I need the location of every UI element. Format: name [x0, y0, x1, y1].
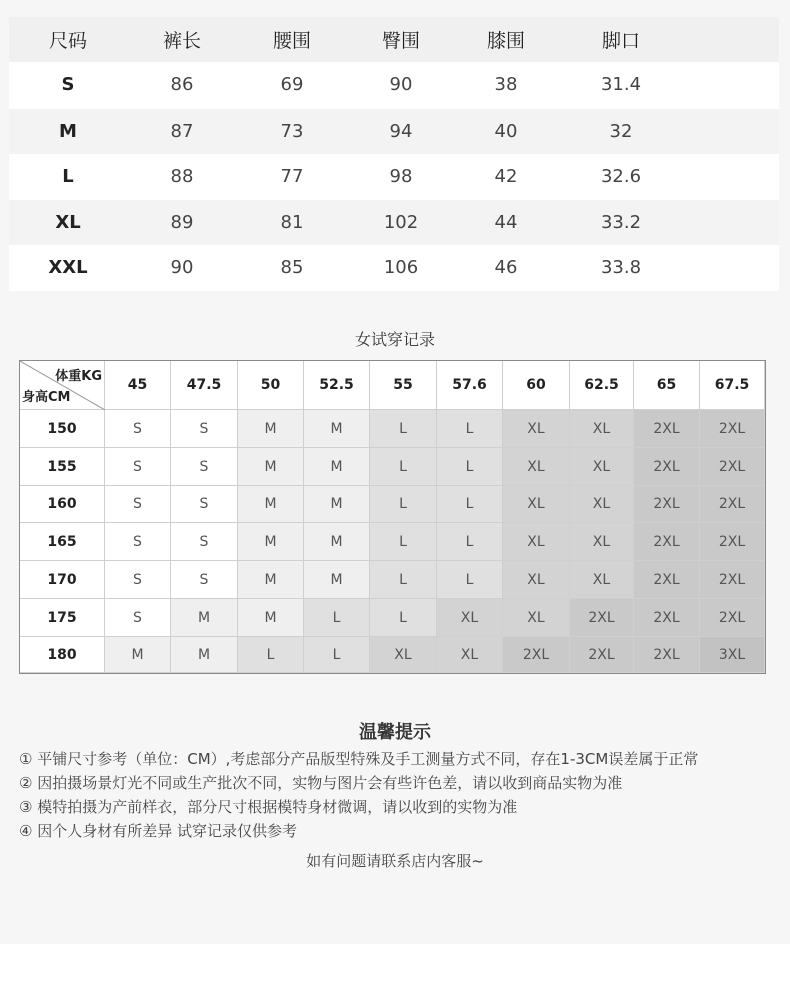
- height-header-cell: 155: [20, 448, 105, 486]
- fit-size-cell: 2XL: [700, 410, 765, 448]
- size-value-cell: 31.4: [600, 74, 642, 95]
- size-label-cell: S: [61, 74, 75, 95]
- size-value-cell: 89: [170, 212, 194, 233]
- size-label-cell: XL: [55, 212, 81, 233]
- size-value-cell: 42: [494, 166, 518, 187]
- fit-size-cell: XL: [503, 523, 570, 561]
- size-value-cell: 102: [383, 212, 419, 233]
- weight-header-cell: 62.5: [570, 361, 634, 410]
- fit-size-cell: XL: [370, 637, 437, 673]
- size-value-cell: 85: [280, 257, 304, 278]
- tip-item: ③ 模特拍摄为产前样衣，部分尺寸根据模特身材微调，请以收到的实物为准: [19, 798, 518, 816]
- fit-size-cell: S: [105, 486, 171, 523]
- tip-item: ① 平铺尺寸参考（单位：CM）,考虑部分产品版型特殊及手工测量方式不同，存在1-3CM误差属于正常: [19, 750, 699, 768]
- contact-note: 如有问题请联系店内客服~: [306, 852, 484, 870]
- fit-size-cell: M: [238, 448, 304, 486]
- fit-size-cell: XL: [570, 448, 634, 486]
- fit-size-cell: L: [437, 486, 503, 523]
- height-header-cell: 150: [20, 410, 105, 448]
- fit-size-cell: 2XL: [700, 599, 765, 637]
- fit-size-cell: 2XL: [634, 637, 700, 673]
- fit-size-cell: 3XL: [700, 637, 765, 673]
- fit-size-cell: XL: [503, 448, 570, 486]
- size-value-cell: 88: [170, 166, 194, 187]
- fit-size-cell: 2XL: [634, 599, 700, 637]
- fit-record-title: 女试穿记录: [354, 330, 435, 349]
- size-table-row: [9, 200, 779, 245]
- size-value-cell: 77: [280, 166, 304, 187]
- weight-header-cell: 52.5: [304, 361, 370, 410]
- fit-size-cell: L: [370, 599, 437, 637]
- fit-size-cell: L: [370, 410, 437, 448]
- size-value-cell: 81: [280, 212, 304, 233]
- size-table-header-cell: 脚口: [601, 30, 640, 52]
- size-value-cell: 32: [609, 121, 633, 142]
- fit-size-cell: 2XL: [700, 523, 765, 561]
- fit-size-cell: 2XL: [700, 561, 765, 599]
- size-value-cell: 32.6: [600, 166, 642, 187]
- fit-size-cell: M: [304, 561, 370, 599]
- size-table-header-cell: 腰围: [272, 30, 311, 52]
- height-header-cell: 170: [20, 561, 105, 599]
- weight-header-cell: 55: [370, 361, 437, 410]
- fit-size-cell: S: [105, 523, 171, 561]
- fit-size-cell: L: [437, 410, 503, 448]
- weight-header-cell: 65: [634, 361, 700, 410]
- size-table-row: [9, 109, 779, 154]
- fit-size-cell: M: [171, 637, 238, 673]
- tip-item: ④ 因个人身材有所差异 试穿记录仅供参考: [19, 822, 297, 840]
- fit-size-cell: S: [105, 599, 171, 637]
- fit-size-cell: XL: [437, 637, 503, 673]
- height-header-cell: 175: [20, 599, 105, 637]
- weight-header-cell: 67.5: [700, 361, 765, 410]
- fit-size-cell: 2XL: [634, 410, 700, 448]
- size-value-cell: 46: [494, 257, 518, 278]
- size-chart-table: [9, 17, 779, 291]
- fit-size-cell: 2XL: [634, 523, 700, 561]
- size-value-cell: 98: [389, 166, 413, 187]
- size-value-cell: 90: [389, 74, 413, 95]
- fit-size-cell: M: [238, 599, 304, 637]
- fit-size-cell: XL: [570, 561, 634, 599]
- size-table-header-cell: 裤长: [162, 30, 201, 52]
- weight-header-cell: 60: [503, 361, 570, 410]
- weight-header-cell: 50: [238, 361, 304, 410]
- fit-size-cell: L: [437, 523, 503, 561]
- fit-size-cell: L: [370, 561, 437, 599]
- size-label-cell: L: [62, 166, 74, 187]
- size-label-cell: XXL: [48, 257, 88, 278]
- fit-size-cell: 2XL: [570, 599, 634, 637]
- size-value-cell: 73: [280, 121, 304, 142]
- fit-size-cell: XL: [503, 599, 570, 637]
- fit-size-cell: L: [370, 448, 437, 486]
- fit-size-cell: 2XL: [570, 637, 634, 673]
- fit-size-cell: M: [171, 599, 238, 637]
- weight-header-cell: 47.5: [171, 361, 238, 410]
- weight-axis-label: 体重KG: [55, 369, 102, 384]
- grid-corner-header: [20, 361, 105, 410]
- size-value-cell: 106: [383, 257, 419, 278]
- weight-header-cell: 45: [105, 361, 171, 410]
- fit-size-cell: L: [304, 637, 370, 673]
- size-value-cell: 33.2: [600, 212, 642, 233]
- fit-size-cell: 2XL: [700, 486, 765, 523]
- fit-size-cell: M: [105, 637, 171, 673]
- size-value-cell: 90: [170, 257, 194, 278]
- size-table-row: [9, 62, 779, 107]
- fit-size-cell: M: [304, 448, 370, 486]
- size-table-header-cell: 尺码: [48, 30, 87, 52]
- size-value-cell: 86: [170, 74, 194, 95]
- fit-size-cell: XL: [503, 410, 570, 448]
- fit-size-cell: 2XL: [503, 637, 570, 673]
- size-table-header-cell: 臀围: [381, 30, 420, 52]
- fit-size-cell: M: [304, 486, 370, 523]
- fit-size-cell: XL: [570, 486, 634, 523]
- fit-size-cell: M: [238, 561, 304, 599]
- fit-size-cell: S: [171, 410, 238, 448]
- fit-size-cell: S: [171, 486, 238, 523]
- size-value-cell: 69: [280, 74, 304, 95]
- size-value-cell: 40: [494, 121, 518, 142]
- fit-size-cell: M: [238, 486, 304, 523]
- fit-size-cell: S: [171, 523, 238, 561]
- fit-size-cell: L: [238, 637, 304, 673]
- fit-size-cell: XL: [570, 523, 634, 561]
- fit-size-cell: S: [105, 561, 171, 599]
- size-table-header-cell: 膝围: [486, 30, 525, 52]
- height-header-cell: 180: [20, 637, 105, 673]
- size-value-cell: 94: [389, 121, 413, 142]
- size-value-cell: 44: [494, 212, 518, 233]
- fit-size-cell: L: [437, 561, 503, 599]
- size-value-cell: 33.8: [600, 257, 642, 278]
- height-header-cell: 165: [20, 523, 105, 561]
- size-value-cell: 87: [170, 121, 194, 142]
- fit-size-cell: S: [171, 448, 238, 486]
- size-table-row: [9, 245, 779, 290]
- fit-size-cell: M: [238, 523, 304, 561]
- tip-item: ② 因拍摄场景灯光不同或生产批次不同，实物与图片会有些许色差，请以收到商品实物为准: [19, 774, 623, 792]
- fit-size-cell: S: [171, 561, 238, 599]
- fit-size-cell: 2XL: [700, 448, 765, 486]
- fit-size-cell: XL: [437, 599, 503, 637]
- fit-size-cell: M: [304, 410, 370, 448]
- size-table-header-row: [9, 17, 779, 62]
- height-header-cell: 160: [20, 486, 105, 523]
- fit-size-cell: L: [370, 486, 437, 523]
- fit-size-cell: S: [105, 448, 171, 486]
- size-label-cell: M: [59, 121, 77, 142]
- fit-record-grid: [19, 360, 766, 674]
- fit-size-cell: S: [105, 410, 171, 448]
- fit-size-cell: XL: [503, 486, 570, 523]
- height-axis-label: 身高CM: [22, 390, 71, 405]
- fit-size-cell: L: [370, 523, 437, 561]
- fit-size-cell: L: [437, 448, 503, 486]
- fit-size-cell: 2XL: [634, 448, 700, 486]
- weight-header-cell: 57.6: [437, 361, 503, 410]
- fit-size-cell: M: [304, 523, 370, 561]
- fit-size-cell: XL: [570, 410, 634, 448]
- fit-size-cell: XL: [503, 561, 570, 599]
- size-value-cell: 38: [494, 74, 518, 95]
- tips-title: 温馨提示: [359, 722, 431, 743]
- fit-size-cell: L: [304, 599, 370, 637]
- fit-size-cell: M: [238, 410, 304, 448]
- fit-size-cell: 2XL: [634, 486, 700, 523]
- size-table-row: [9, 154, 779, 199]
- fit-size-cell: 2XL: [634, 561, 700, 599]
